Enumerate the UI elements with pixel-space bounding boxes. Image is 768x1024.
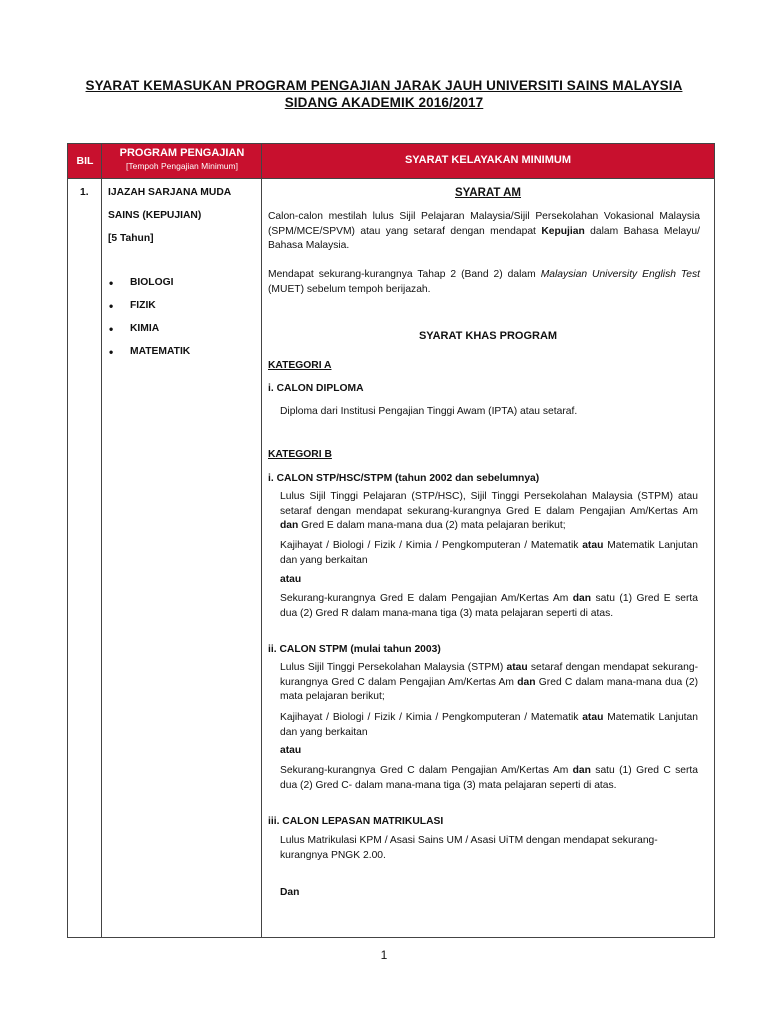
course-item: • KIMIA [130,323,159,334]
stpm-paragraph-2: Kajihayat / Biologi / Fizik / Kimia / Pengkomputeran / Matematik atau Matematik Lanjutan dan yang berkaitan [280,712,698,738]
matrikulasi-text: Lulus Matrikulasi KPM / Asasi Sains UM / Asasi UiTM dengan mendapat sekurang-kurangnya PNGK 2.00. [280,835,658,861]
dan-connector: Dan [280,887,300,898]
program-name-line2: SAINS (KEPUJIAN) [108,210,202,221]
syarat-am-paragraph-1: Calon-calon mestilah lulus Sijil Pelajaran Malaysia/Sijil Persekolahan Vokasional Malaysia (SPM/MCE/SPVM) atau yang setaraf dengan mendapat Kepujian dalam Bahasa Melayu/ Bahasa Malaysia. [268,211,700,251]
course-item: • MATEMATIK [130,346,190,357]
atau-connector: atau [280,574,302,585]
program-duration: [5 Tahun] [108,233,154,244]
table-header [68,144,714,178]
header-program [102,147,262,171]
kategori-a-heading: KATEGORI A [268,360,332,371]
document-title: SYARAT KEMASUKAN PROGRAM PENGAJIAN JARAK JAUH UNIVERSITI SAINS MALAYSIA [85,78,683,93]
requirements-table [67,143,715,938]
column-divider-2 [261,144,262,937]
row-number: 1. [80,187,89,198]
stpm-paragraph-1: Lulus Sijil Tinggi Persekolahan Malaysia (STPM) atau setaraf dengan mendapat sekurang-kurangnya Gred C dalam Pengajian Am/Kertas Am dan Gred C dalam mana-mana dua (2) mata pelajaran berikut; [280,662,698,702]
stp-paragraph-2: Kajihayat / Biologi / Fizik / Kimia / Pengkomputeran / Matematik atau Matematik Lanjutan dan yang berkaitan [280,540,698,566]
program-name-line1: IJAZAH SARJANA MUDA [108,187,232,198]
course-item: • BIOLOGI [130,277,173,288]
stpm-paragraph-3: Sekurang-kurangnya Gred C dalam Pengajian Am/Kertas Am dan satu (1) Gred C serta dua (2) Gred C- dalam mana-mana tiga (3) mata pelajaran seperti di atas. [280,765,698,791]
stpm-heading: ii. CALON STPM (mulai tahun 2003) [268,644,441,655]
header-divider [68,178,714,179]
header-program-sub: [Tempoh Pengajian Minimum] [126,161,238,171]
stp-paragraph-3: Sekurang-kurangnya Gred E dalam Pengajian Am/Kertas Am dan satu (1) Gred E serta dua (2) Gred R dalam mana-mana tiga (3) mata pelajaran seperti di atas. [280,593,698,619]
syarat-am-heading: SYARAT AM [454,187,522,199]
syarat-khas-heading: SYARAT KHAS PROGRAM [418,330,558,342]
syarat-am-paragraph-2: Mendapat sekurang-kurangnya Tahap 2 (Band 2) dalam Malaysian University English Test (MUET) sebelum tempoh berijazah. [268,269,700,295]
kategori-b-heading: KATEGORI B [268,449,332,460]
diploma-text: Diploma dari Institusi Pengajian Tinggi Awam (IPTA) atau setaraf. [280,406,578,417]
page-number: 1 [380,948,388,962]
header-syarat: SYARAT KELAYAKAN MINIMUM [404,154,572,166]
stp-paragraph-1: Lulus Sijil Tinggi Pelajaran (STP/HSC), Sijil Tinggi Persekolahan Malaysia (STPM) atau setaraf dengan mendapat sekurang-kurangnya Gred E dalam Pengajian Am/Kertas Am dan Gred E dalam mana-mana dua (2) mata pelajaran berikut; [280,491,698,531]
document-subtitle: SIDANG AKADEMIK 2016/2017 [284,95,484,110]
stp-heading: i. CALON STP/HSC/STPM (tahun 2002 dan sebelumnya) [268,473,540,484]
header-bil: BIL [76,155,94,167]
calon-diploma-heading: i. CALON DIPLOMA [268,383,364,394]
matrikulasi-heading: iii. CALON LEPASAN MATRIKULASI [268,816,444,827]
header-program-label: PROGRAM PENGAJIAN [119,147,245,159]
course-item: • FIZIK [130,300,156,311]
atau-connector: atau [280,745,302,756]
column-divider-1 [101,144,102,937]
